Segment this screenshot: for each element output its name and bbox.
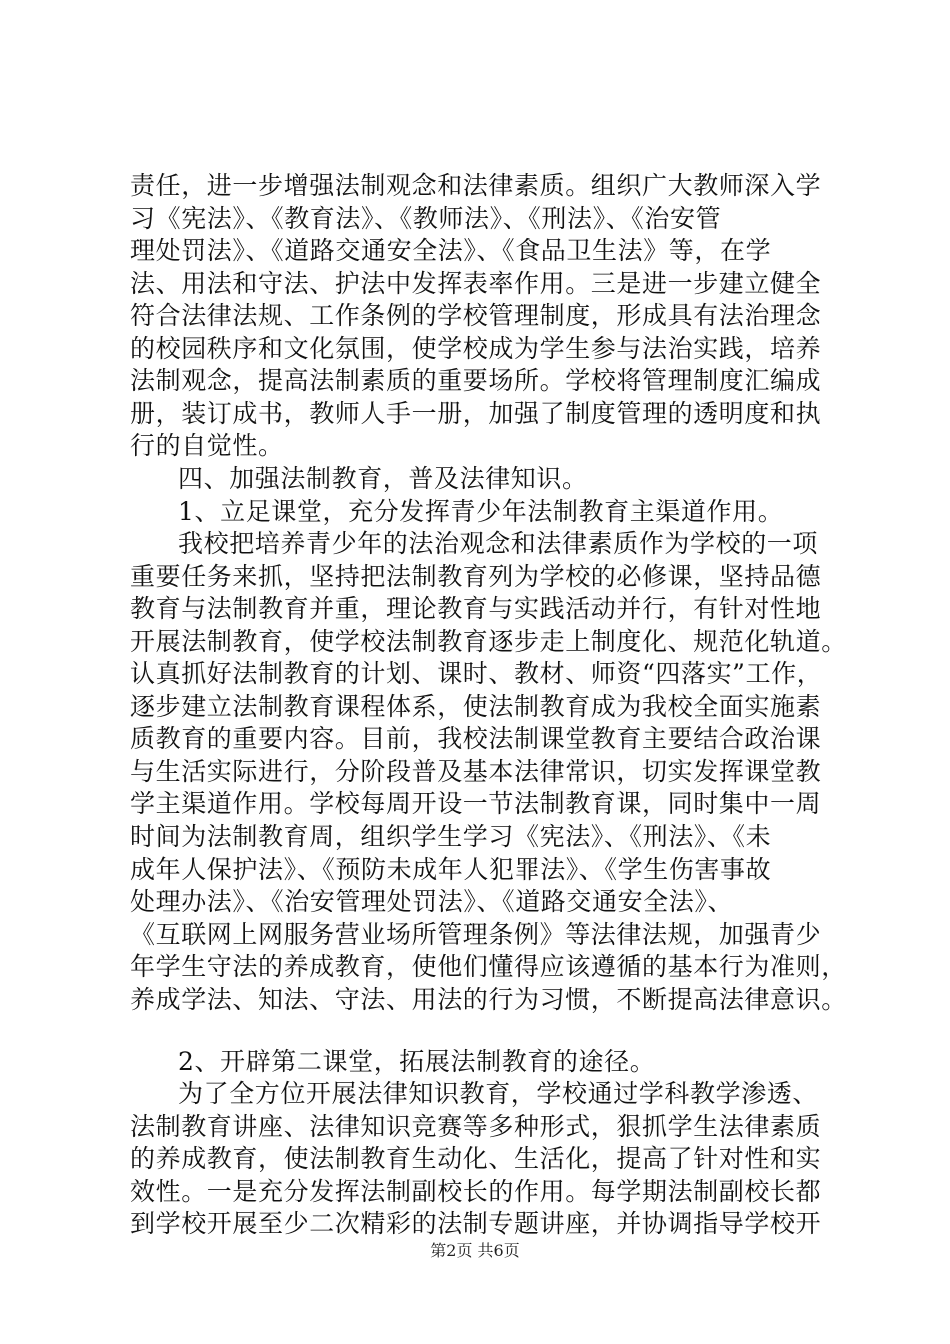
text-line: 认真抓好法制教育的计划、课时、教材、师资“四落实”工作， xyxy=(130,659,823,688)
text-line: 逐步建立法制教育课程体系，使法制教育成为我校全面实施素 xyxy=(130,692,822,721)
text-line: 效性。一是充分发挥法制副校长的作用。每学期法制副校长都 xyxy=(130,1177,822,1206)
text-line: 《互联网上网服务营业场所管理条例》等法律法规，加强青少 xyxy=(130,920,822,949)
text-line: 2、开辟第二课堂，拓展法制教育的途径。 xyxy=(178,1047,656,1076)
text-line: 教育与法制教育并重，理论教育与实践活动并行，有针对性地 xyxy=(130,594,822,623)
text-line: 四、加强法制教育，普及法律知识。 xyxy=(178,464,588,493)
text-line: 学主渠道作用。学校每周开设一节法制教育课，同时集中一周 xyxy=(130,789,822,818)
text-line: 重要任务来抓，坚持把法制教育列为学校的必修课，坚持品德 xyxy=(130,562,822,591)
text-line: 为了全方位开展法律知识教育，学校通过学科教学渗透、 xyxy=(178,1079,819,1108)
page-footer: 第2页 共6页 xyxy=(430,1241,520,1260)
text-line: 的校园秩序和文化氛围，使学校成为学生参与法治实践，培养 xyxy=(130,334,822,363)
text-line: 符合法律法规、工作条例的学校管理制度，形成具有法治理念 xyxy=(130,301,822,330)
text-line: 理处罚法》、《道路交通安全法》、《食品卫生法》等，在学 xyxy=(130,236,772,265)
text-line: 质教育的重要内容。目前，我校法制课堂教育主要结合政治课 xyxy=(130,724,822,753)
text-line: 行的自觉性。 xyxy=(130,431,284,460)
text-line: 处理办法》、《治安管理处罚法》、《道路交通安全法》、 xyxy=(130,887,734,916)
text-line: 的养成教育，使法制教育生动化、生活化，提高了针对性和实 xyxy=(130,1144,822,1173)
text-line: 习《宪法》、《教育法》、《教师法》、《刑法》、《治安管 xyxy=(130,204,722,233)
text-line: 开展法制教育，使学校法制教育逐步走上制度化、规范化轨道。 xyxy=(130,627,847,656)
text-line: 成年人保护法》、《预防未成年人犯罪法》、《学生伤害事故 xyxy=(130,855,772,884)
text-line: 时间为法制教育周，组织学生学习《宪法》、《刑法》、《未 xyxy=(130,822,772,851)
text-line: 养成学法、知法、守法、用法的行为习惯，不断提高法律意识。 xyxy=(130,985,847,1014)
text-line: 1、立足课堂，充分发挥青少年法制教育主渠道作用。 xyxy=(178,497,784,526)
text-line: 责任，进一步增强法制观念和法律素质。组织广大教师深入学 xyxy=(130,171,822,200)
text-line: 法、用法和守法、护法中发挥表率作用。三是进一步建立健全 xyxy=(130,269,822,298)
text-line: 与生活实际进行，分阶段普及基本法律常识，切实发挥课堂教 xyxy=(130,757,822,786)
text-line: 法制教育讲座、法律知识竞赛等多种形式，狠抓学生法律素质 xyxy=(130,1112,822,1141)
text-line: 我校把培养青少年的法治观念和法律素质作为学校的一项 xyxy=(178,529,819,558)
text-line: 到学校开展至少二次精彩的法制专题讲座，并协调指导学校开 xyxy=(130,1209,822,1238)
text-line: 法制观念，提高法制素质的重要场所。学校将管理制度汇编成 xyxy=(130,366,822,395)
text-line: 年学生守法的养成教育，使他们懂得应该遵循的基本行为准则， xyxy=(130,952,847,981)
text-line: 册，装订成书，教师人手一册，加强了制度管理的透明度和执 xyxy=(130,399,822,428)
